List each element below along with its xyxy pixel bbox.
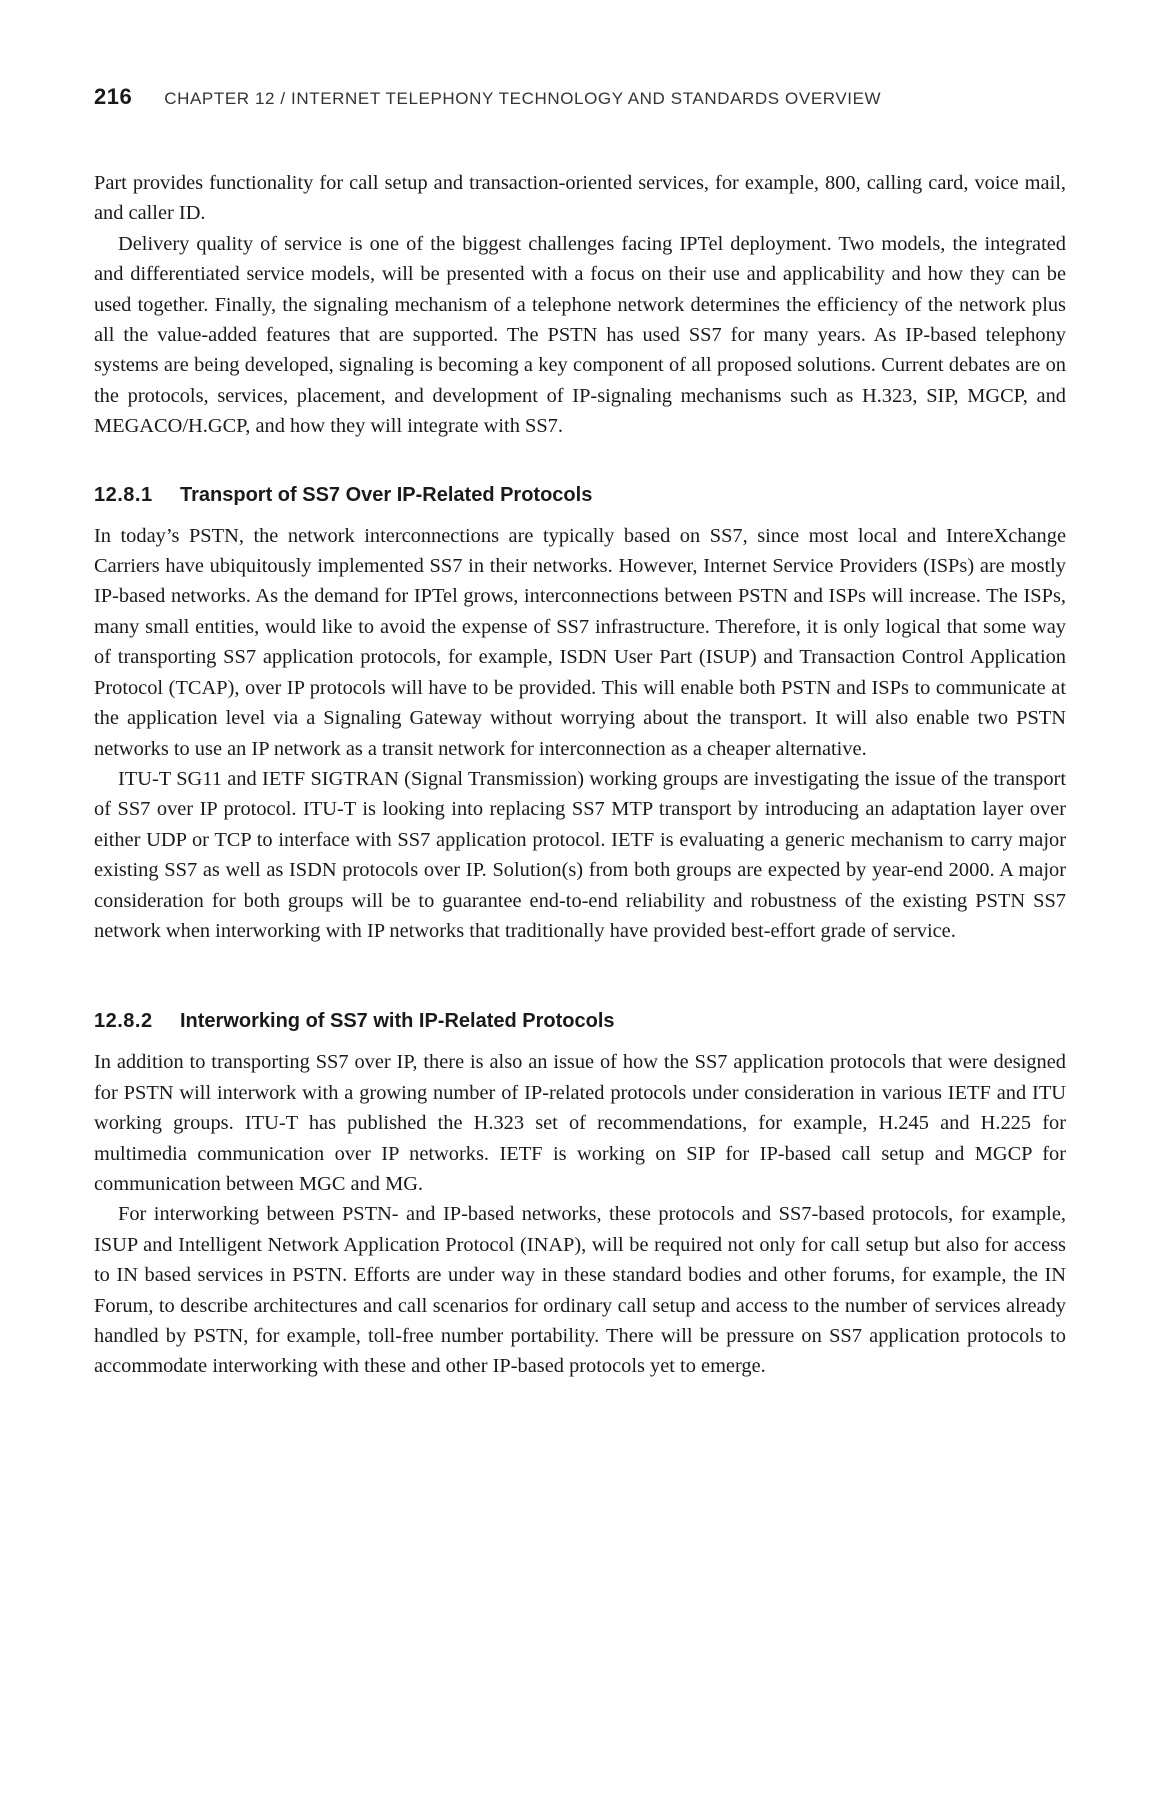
section-2-paragraph-1: In addition to transporting SS7 over IP, there is also an issue of how the SS7 application protocols that were designed for PSTN will interwork with a growing number of IP-related protocols under consideration in various IETF and ITU working groups. ITU-T has published the H.323 set of recommendations, for example, H.245 and H.225 for multimedia communication over IP networks. IETF is working on SIP for IP-based call setup and MGCP for communication between MGC and MG.: [94, 1051, 1066, 1195]
section-1-paragraph-1: In today’s PSTN, the network interconnections are typically based on SS7, since most local and IntereXchange Carriers have ubiquitously implemented SS7 in their networks. However, Internet Service Providers (ISPs) are mostly IP-based networks. As the demand for IPTel grows, interconnections between PSTN and ISPs will increase. The ISPs, many small entities, would like to avoid the expense of SS7 infrastructure. Therefore, it is only logical that some way of transporting SS7 application protocols, for example, ISDN User Part (ISUP) and Transaction Control Application Protocol (TCAP), over IP protocols will have to be provided. This will enable both PSTN and ISPs to communicate at the application level via a Signaling Gateway without worrying about the transport. It will also enable two PSTN networks to use an IP network as a transit network for interconnection as a cheaper alternative.: [94, 524, 1066, 760]
book-page: [94, 84, 1066, 1382]
section-1-paragraph-2: ITU-T SG11 and IETF SIGTRAN (Signal Transmission) working groups are investigating the issue of the transport of SS7 over IP protocol. ITU-T is looking into replacing SS7 MTP transport by introducing an adaptation layer over either UDP or TCP to interface with SS7 application protocol. IETF is evaluating a generic mechanism to carry major existing SS7 as well as ISDN protocols over IP. Solution(s) from both groups are expected by year-end 2000. A major consideration for both groups will be to guarantee end-to-end reliability and robustness of the existing PSTN SS7 network when interworking with IP networks that traditionally have provided best-effort grade of service.: [94, 767, 1066, 942]
section-title: Interworking of SS7 with IP-Related Protocols: [180, 1010, 615, 1033]
section-heading-12-8-1: [94, 484, 1066, 507]
intro-paragraph-2: Delivery quality of service is one of the biggest challenges facing IPTel deployment. Two models, the integrated and differentiated service models, will be presented with a focus on their use and applicability and how they can be used together. Finally, the signaling mechanism of a telephone network determines the efficiency of the network plus all the value-added features that are supported. The PSTN has used SS7 for many years. As IP-based telephony systems are being developed, signaling is becoming a key component of all proposed solutions. Current debates are on the protocols, services, placement, and development of IP-signaling mechanisms such as H.323, SIP, MGCP, and MEGACO/H.GCP, and how they will integrate with SS7.: [94, 232, 1066, 438]
page-number: 216: [94, 84, 133, 109]
running-head: [94, 84, 1066, 118]
section-2-paragraph-2: For interworking between PSTN- and IP-based networks, these protocols and SS7-based protocols, for example, ISUP and Intelligent Network Application Protocol (INAP), will be required not only for call setup but also for access to IN based services in PSTN. Efforts are under way in these standard bodies and other forums, for example, the IN Forum, to describe architectures and call scenarios for ordinary call setup and access to the number of services already handled by PSTN, for example, toll-free number portability. There will be pressure on SS7 application protocols to accommodate interworking with these and other IP-based protocols yet to emerge.: [94, 1203, 1066, 1378]
intro-paragraph-1: Part provides functionality for call setup and transaction-oriented services, for example, 800, calling card, voice mail, and caller ID.: [94, 172, 1066, 225]
chapter-title: CHAPTER 12 / INTERNET TELEPHONY TECHNOLOGY AND STANDARDS OVERVIEW: [164, 89, 882, 108]
body-text: [94, 168, 1066, 1382]
section-number: 12.8.1: [94, 483, 153, 506]
section-title: Transport of SS7 Over IP-Related Protocols: [180, 483, 593, 506]
section-heading-12-8-2: [94, 1010, 1066, 1033]
section-number: 12.8.2: [94, 1010, 153, 1033]
